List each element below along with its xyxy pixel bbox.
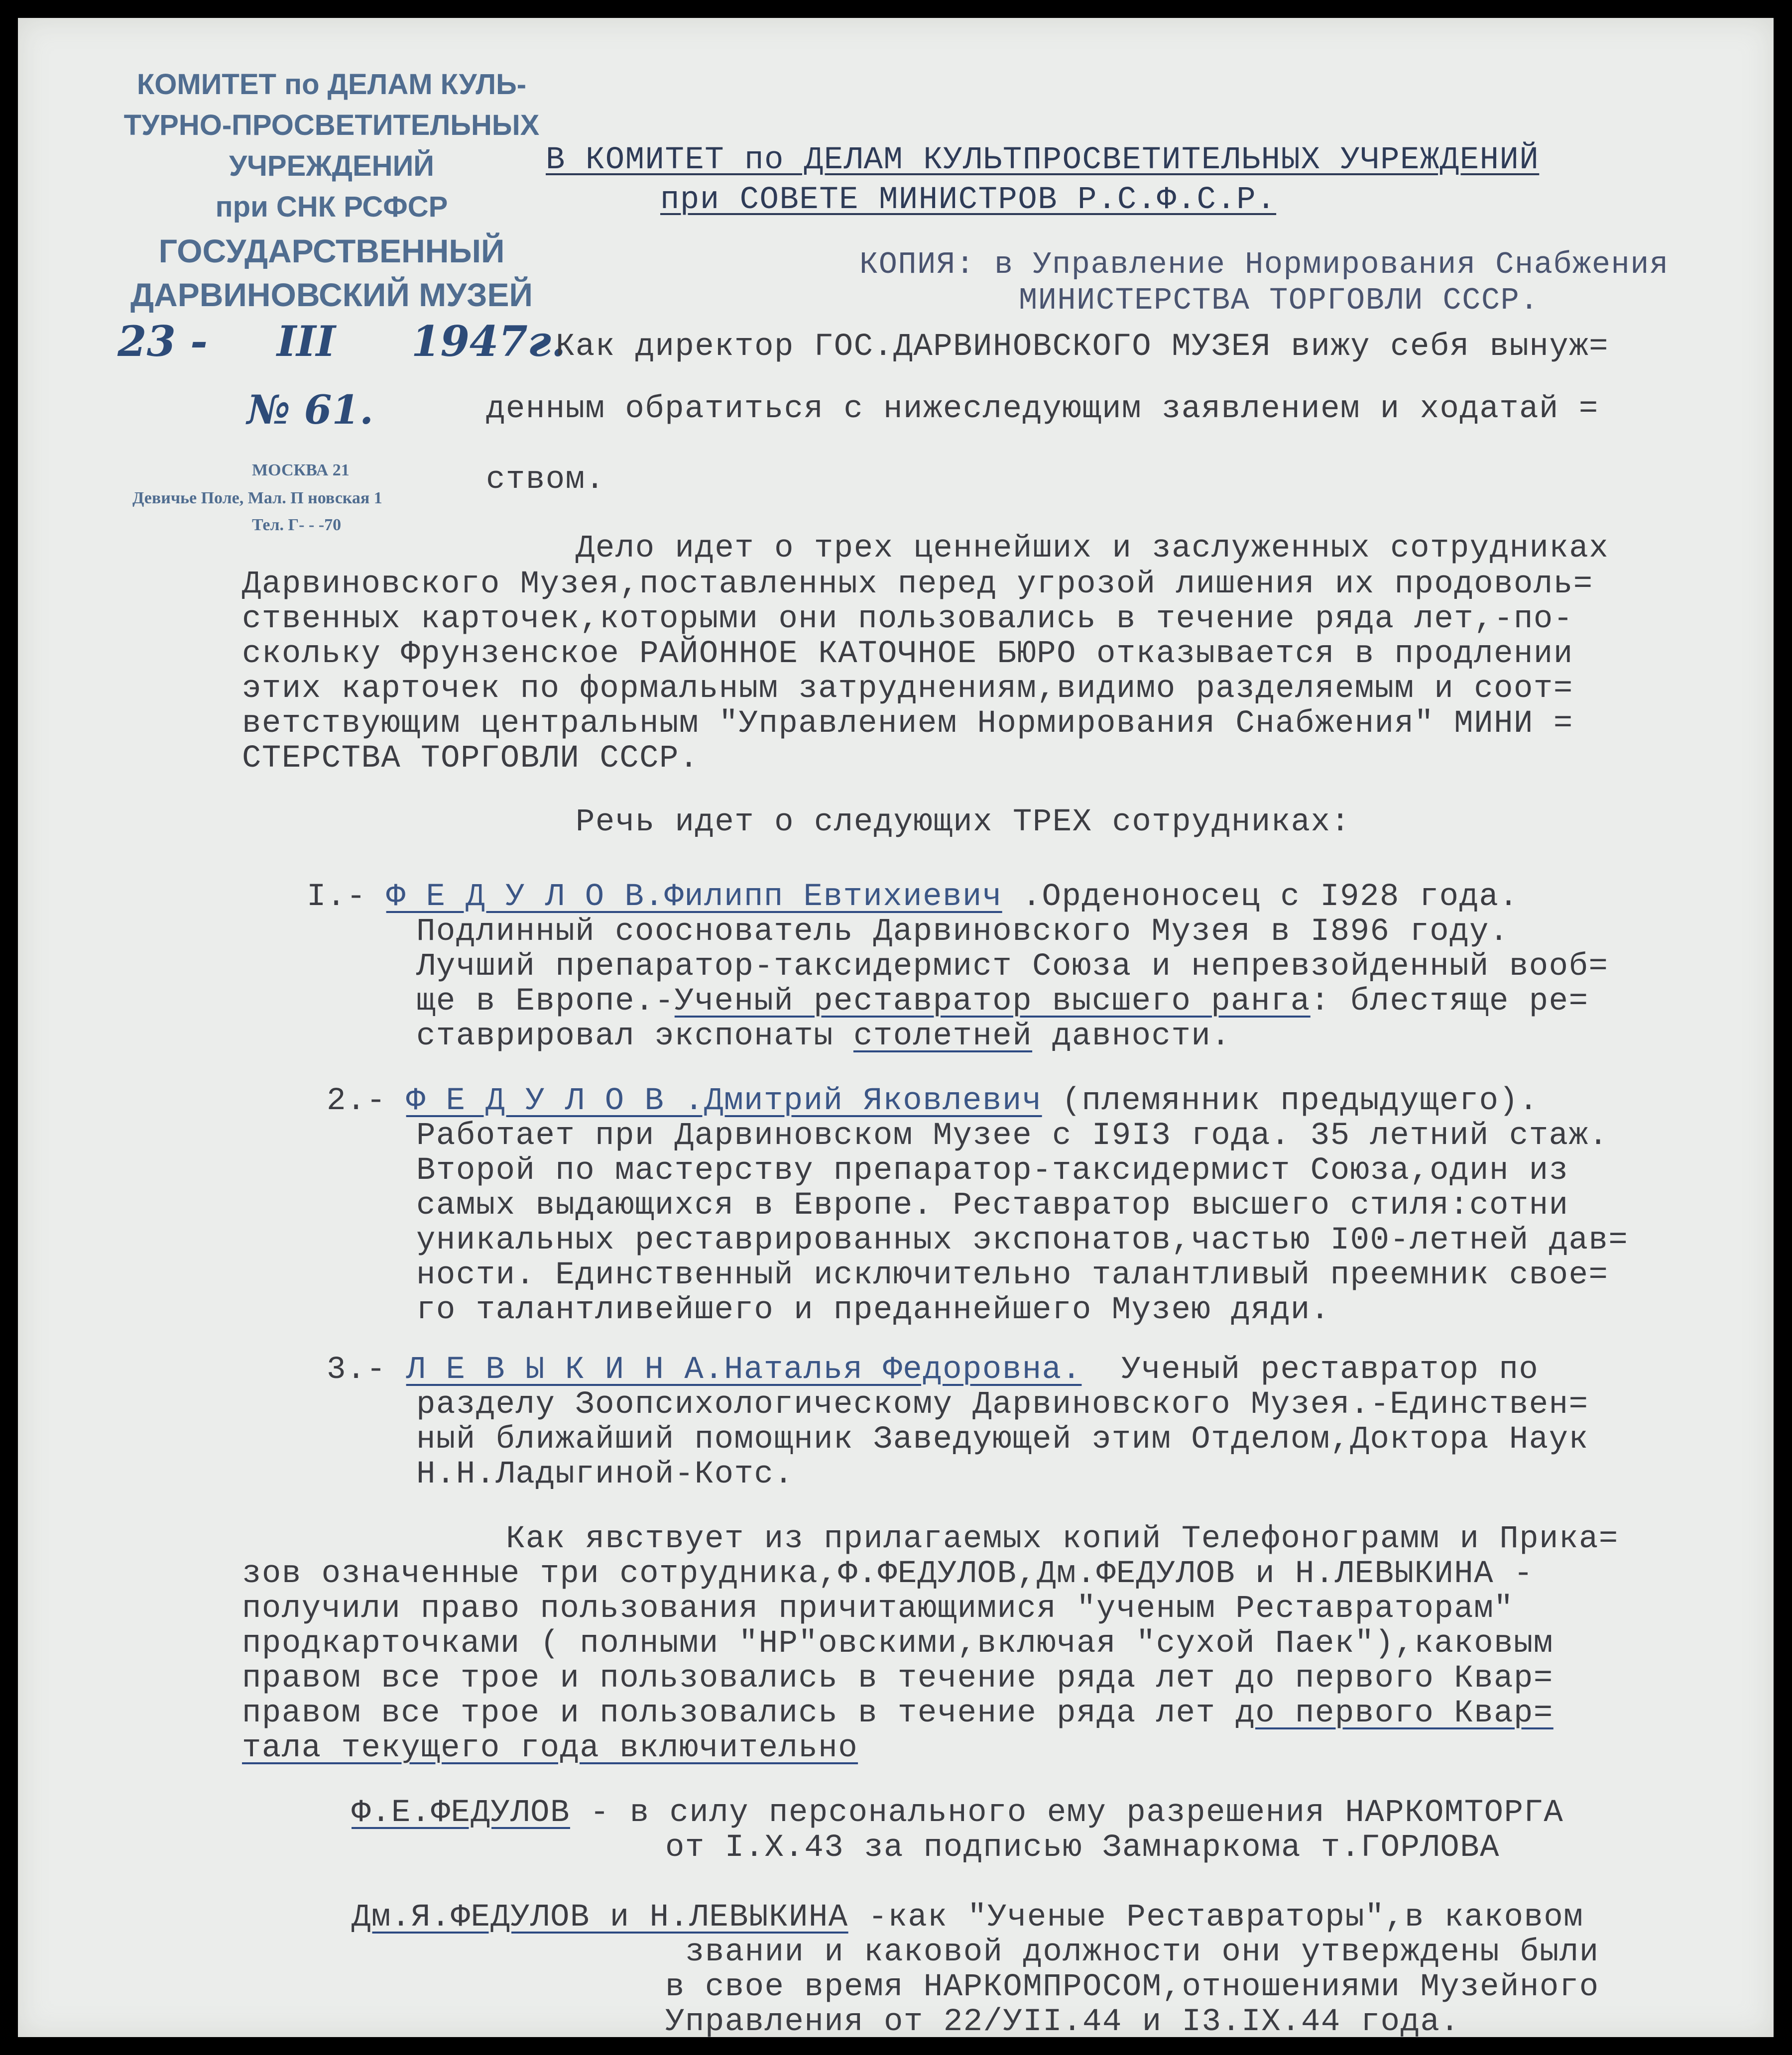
- para2-line: тала текущего года включительно: [242, 1730, 858, 1766]
- para2-line: правом все трое и пользовались в течение ряда лет до первого Квар=: [242, 1661, 1553, 1697]
- staff3-line: Н.Н.Ладыгиной-Котс.: [416, 1457, 794, 1492]
- stamp-line: ТУРНО-ПРОСВЕТИТЕЛЬНЫХ: [123, 109, 540, 141]
- para1-line: Дарвиновского Музея,поставленных перед угрозой лишения их продоволь=: [242, 567, 1593, 602]
- para1-line: ветствующим центральным "Управлением Нормирования Снабжения" МИНИ =: [242, 706, 1573, 742]
- para1-line: этих карточек по формальным затруднениям,видимо разделяемым и соот=: [242, 671, 1573, 707]
- basis1-line: от I.X.43 за подписью Замнаркома т.ГОРЛОВА: [665, 1830, 1500, 1866]
- stamp-line: при СНК РСФСР: [215, 191, 448, 223]
- basis2-line: Дм.Я.ФЕДУЛОВ и Н.ЛЕВЫКИНА -как "Ученые Реставраторы",в каковом: [352, 1900, 1584, 1936]
- stamp-line: Тел. Г- - -70: [252, 516, 342, 534]
- para2-line: Как явствует из прилагаемых копий Телефонограмм и Прика=: [506, 1521, 1619, 1557]
- basis1-line: Ф.Е.ФЕДУЛОВ - в силу персонального ему разрешения НАРКОМТОРГА: [352, 1795, 1564, 1831]
- stamp-line: ДАРВИНОВСКИЙ МУЗЕЙ: [130, 276, 533, 313]
- staff1-line: Лучший препаратор-таксидермист Союза и непревзойденный вооб=: [416, 949, 1609, 985]
- handwritten-date-day: 23 -: [118, 317, 208, 366]
- staff2-line: уникальных реставрированных экспонатов,частью I00-летней дав=: [416, 1223, 1629, 1258]
- para1-line: Дело идет о трех ценнейших и заслуженных сотрудниках: [576, 531, 1609, 567]
- intro-line-2: денным обратиться с нижеследующим заявлением и ходатай =: [486, 391, 1599, 427]
- addressee-line-2: при СОВЕТЕ МИНИСТРОВ Р.С.Ф.С.Р.: [660, 182, 1277, 218]
- staff1-line: Подлинный сооснователь Дарвиновского Музея в I896 году.: [416, 914, 1509, 950]
- para2-line: правом все трое и пользовались в течение ряда лет до первого Квар=: [242, 1696, 1553, 1731]
- stamp-line: УЧРЕЖДЕНИЙ: [229, 150, 434, 182]
- stamp-line: Девичье Поле, Мал. П новская 1: [132, 489, 382, 507]
- document-sheet: [18, 18, 1774, 2040]
- addressee-line-1: В КОМИТЕТ по ДЕЛАМ КУЛЬТПРОСВЕТИТЕЛЬНЫХ УЧРЕЖДЕНИЙ: [546, 142, 1540, 178]
- staff1-line: ставрировал экспонаты столетней давности.: [416, 1019, 1231, 1054]
- para2-line: продкарточками ( полными "НР"овскими,включая "сухой Паек"),каковым: [242, 1626, 1553, 1662]
- stamp-line: МОСКВА 21: [252, 461, 350, 479]
- copy-line-1: КОПИЯ: в Управление Нормирования Снабжения: [859, 247, 1669, 282]
- staff3-line: разделу Зоопсихологическому Дарвиновского Музея.-Единствен=: [416, 1387, 1589, 1423]
- staff2-line: го талантливейшего и преданнейшего Музею дяди.: [416, 1292, 1330, 1328]
- staff1-line: I.- Ф Е Д У Л О В.Филипп Евтихиевич .Орденоносец с I928 года.: [307, 879, 1519, 915]
- staff3-line: ный ближайший помощник Заведующей этим Отделом,Доктора Наук: [416, 1422, 1589, 1458]
- staff-intro: Речь идет о следующих ТРЕХ сотрудниках:: [576, 804, 1351, 840]
- handwritten-date-year: 1947г.: [411, 317, 566, 366]
- handwritten-number: № 61.: [247, 386, 373, 433]
- staff1-line: ще в Европе.-Ученый реставратор высшего ранга: блестяще ре=: [416, 984, 1589, 1020]
- para2-line: получили право пользования причитающимися "ученым Реставраторам": [242, 1591, 1514, 1627]
- basis2-line: Управления от 22/УII.44 и I3.IX.44 года.: [665, 2004, 1460, 2040]
- staff3-line: 3.- Л Е В Ы К И Н А.Наталья Федоровна. Ученый реставратор по: [327, 1352, 1539, 1388]
- intro-line-1: Как директор ГОС.ДАРВИНОВСКОГО МУЗЕЯ вижу себя вынуж=: [556, 329, 1609, 365]
- staff2-line: 2.- Ф Е Д У Л О В .Дмитрий Яковлевич (племянник предыдущего).: [327, 1083, 1539, 1119]
- para1-line: ственных карточек,которыми они пользовались в течение ряда лет,-по-: [242, 601, 1573, 637]
- staff2-line: Работает при Дарвиновском Музее с I9I3 года. 35 летний стаж.: [416, 1118, 1609, 1154]
- staff2-line: ности. Единственный исключительно талантливый преемник свое=: [416, 1257, 1609, 1293]
- basis2-line: звании и каковой должности они утверждены были: [685, 1935, 1599, 1970]
- staff2-line: самых выдающихся в Европе. Реставратор высшего стиля:сотни: [416, 1188, 1569, 1224]
- handwritten-date-month: III: [277, 317, 336, 366]
- copy-line-2: МИНИСТЕРСТВА ТОРГОВЛИ СССР.: [1019, 283, 1540, 318]
- stamp-line: КОМИТЕТ по ДЕЛАМ КУЛЬ-: [136, 68, 527, 101]
- para1-line: скольку Фрунзенское РАЙОННОЕ КАТОЧНОЕ БЮРО отказывается в продлении: [242, 636, 1573, 672]
- intro-line-3: ством.: [486, 462, 605, 498]
- para1-line: СТЕРСТВА ТОРГОВЛИ СССР.: [242, 741, 699, 777]
- basis2-line: в свое время НАРКОМПРОСОМ,отношениями Музейного: [665, 1969, 1599, 2005]
- stamp-line: ГОСУДАРСТВЕННЫЙ: [158, 232, 505, 269]
- para2-line: зов означенные три сотрудника,Ф.ФЕДУЛОВ,Дм.ФЕДУЛОВ и Н.ЛЕВЫКИНА -: [242, 1556, 1534, 1592]
- staff2-line: Второй по мастерству препаратор-таксидермист Союза,один из: [416, 1153, 1569, 1189]
